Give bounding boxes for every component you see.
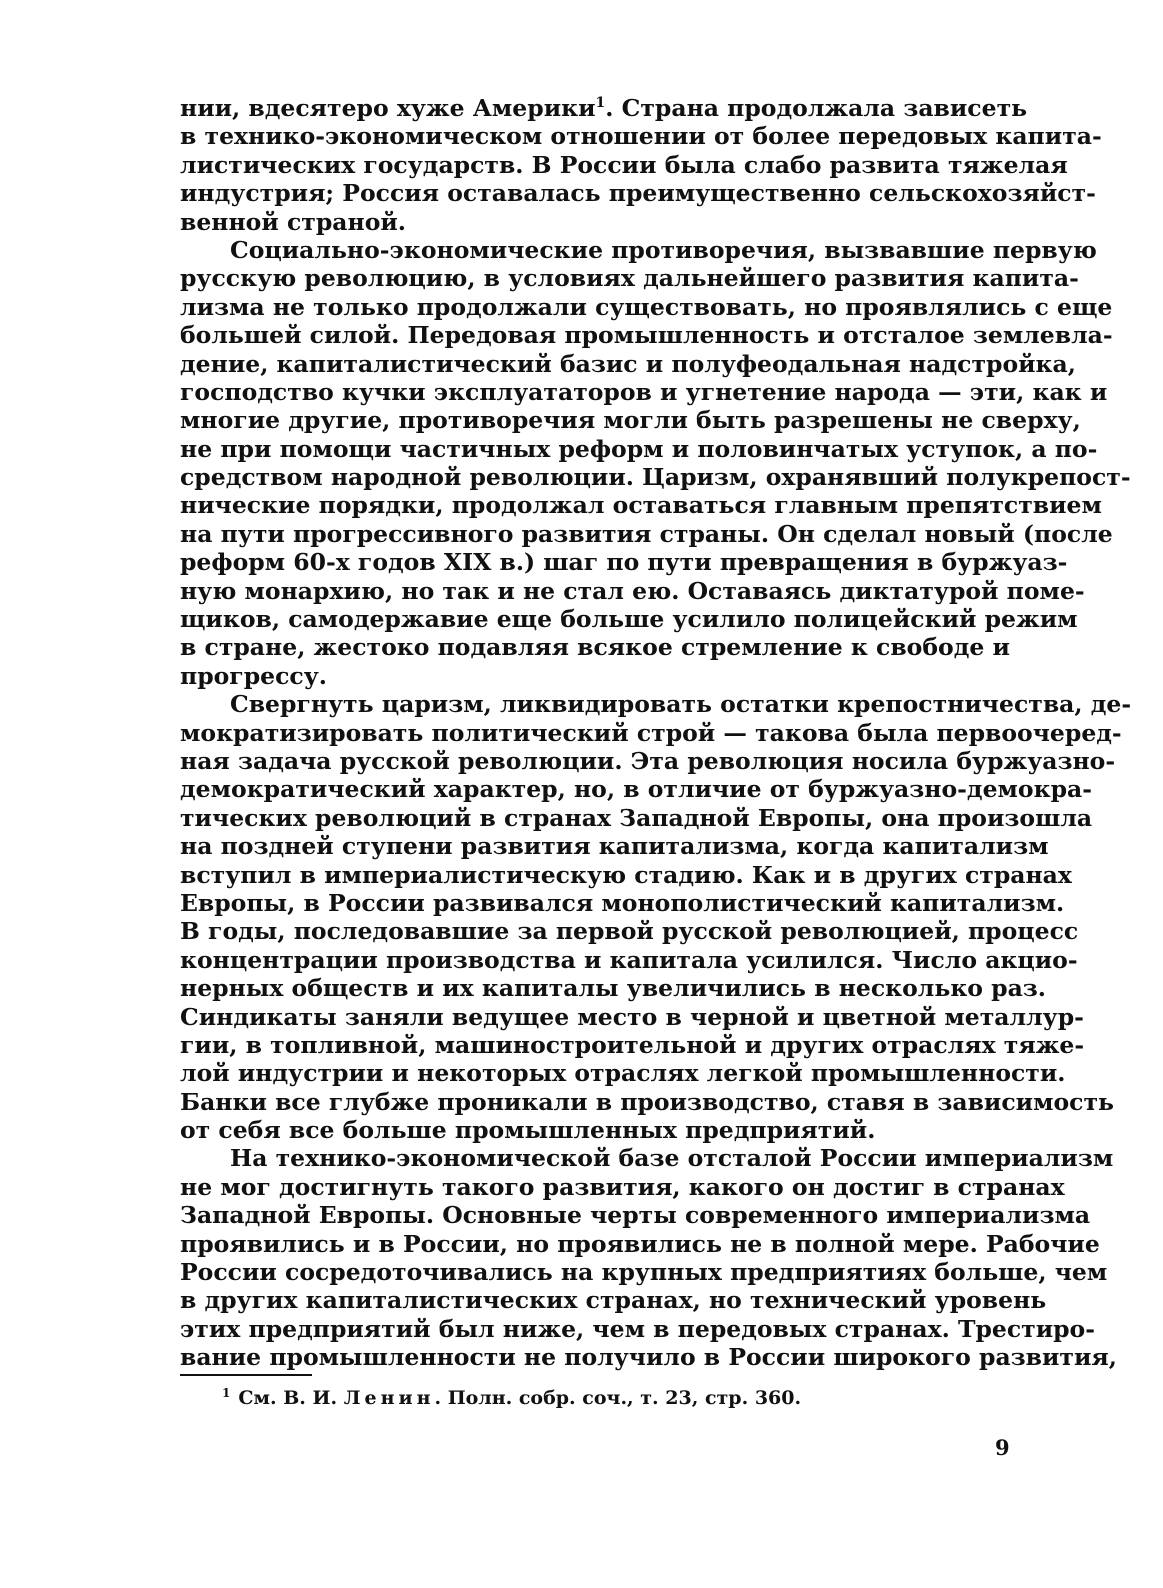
text-segment: многие другие, противоречия могли быть разрешены не сверху, xyxy=(180,406,1081,435)
text-line xyxy=(180,235,1097,264)
text-segment: Социально-экономические противоречия, вызвавшие первую xyxy=(230,235,1097,264)
text-line xyxy=(180,888,1065,917)
text-line xyxy=(180,1258,1108,1287)
text-line xyxy=(180,917,1079,946)
text-segment: ная задача русской революции. Эта революция носила буржуазно- xyxy=(180,746,1116,775)
text-line xyxy=(180,775,1092,804)
text-segment: русскую революцию, в условиях дальнейшего развития капита- xyxy=(180,264,1079,293)
paragraph xyxy=(180,94,1102,236)
text-line xyxy=(180,1172,1065,1201)
text-line xyxy=(180,605,1078,634)
text-line xyxy=(180,974,1046,1003)
text-line xyxy=(180,491,1102,520)
text-segment: господство кучки эксплуататоров и угнетение народа — эти, как и xyxy=(180,377,1108,406)
text-segment: мократизировать политический строй — такова была первоочеред- xyxy=(180,718,1122,747)
footnote-reference: 1 xyxy=(595,95,606,112)
text-segment: дение, капиталистический базис и полуфеодальная надстройка, xyxy=(180,349,1076,378)
paragraph xyxy=(180,690,1132,1145)
text-segment: средством народной революции. Царизм, охранявший полукрепост- xyxy=(180,463,1131,492)
text-line xyxy=(180,321,1113,350)
text-line xyxy=(180,1314,1095,1343)
text-segment: венной страной. xyxy=(180,207,406,236)
text-line xyxy=(180,349,1076,378)
text-segment: Европы, в России развивался монополистический капитализм. xyxy=(180,888,1065,917)
text-segment: Синдикаты заняли ведущее место в черной и цветной металлур- xyxy=(180,1002,1084,1031)
paragraph xyxy=(180,235,1131,690)
text-segment: гии, в топливной, машиностроительной и других отраслях тяже- xyxy=(180,1030,1085,1059)
page-number: 9 xyxy=(995,1435,1010,1460)
text-segment: тических революций в странах Западной Европы, она произошла xyxy=(180,803,1093,832)
text-segment: лой индустрии и некоторых отраслях легкой промышленности. xyxy=(180,1059,1066,1088)
text-line xyxy=(180,1229,1100,1258)
text-line xyxy=(180,832,1049,861)
footnote-suffix: . Полн. собр. соч., т. 23, стр. 360. xyxy=(434,1387,802,1409)
text-segment: реформ 60-х годов XIX в.) шаг по пути превращения в буржуаз- xyxy=(180,548,1068,577)
text-line xyxy=(180,1116,1008,1144)
text-line xyxy=(180,179,1096,208)
paragraph xyxy=(180,1144,1117,1372)
text-line xyxy=(180,718,1122,747)
text-segment: не мог достигнуть такого развития, какого он достиг в странах xyxy=(180,1172,1065,1201)
text-line xyxy=(180,377,1108,406)
text-segment: индустрия; Россия оставалась преимущественно сельскохозяйст- xyxy=(180,179,1096,208)
text-line xyxy=(180,860,1072,889)
text-line xyxy=(180,576,1085,605)
text-line xyxy=(180,662,1008,690)
text-segment: в технико-экономическом отношении от более передовых капита- xyxy=(180,122,1102,151)
text-line xyxy=(180,208,1008,236)
text-segment: демократический характер, но, в отличие от буржуазно-демокра- xyxy=(180,775,1092,804)
text-segment: нические порядки, продолжал оставаться главным препятствием xyxy=(180,491,1102,520)
text-segment: на поздней ступени развития капитализма, когда капитализм xyxy=(180,832,1049,861)
text-line xyxy=(180,150,1068,179)
text-segment: Свергнуть царизм, ликвидировать остатки крепостничества, де- xyxy=(230,690,1132,719)
footnote-marker: 1 xyxy=(222,1385,231,1400)
text-segment: На технико-экономической базе отсталой России империализм xyxy=(230,1144,1114,1173)
text-line xyxy=(180,94,1028,122)
text-line xyxy=(180,406,1081,435)
text-line xyxy=(180,1201,1091,1230)
text-segment: России сосредоточивались на крупных предприятиях больше, чем xyxy=(180,1258,1108,1287)
text-segment: вступил в империалистическую стадию. Как и в других странах xyxy=(180,860,1072,889)
main-text xyxy=(180,94,1132,1372)
text-line xyxy=(180,264,1079,293)
text-segment: от себя все больше промышленных предприятий. xyxy=(180,1116,876,1145)
text-line xyxy=(180,519,1113,548)
text-line xyxy=(180,803,1093,832)
text-segment: концентрации производства и капитала усилился. Число акцио- xyxy=(180,945,1078,974)
text-line xyxy=(180,1030,1085,1059)
text-line xyxy=(180,548,1068,577)
footnote-prefix: См. В. И. xyxy=(238,1387,344,1409)
text-line xyxy=(180,1343,1117,1372)
footnote-author: Ленин xyxy=(343,1387,435,1409)
text-segment: прогрессу. xyxy=(180,661,327,690)
text-segment: большей силой. Передовая промышленность и отсталое землевла- xyxy=(180,321,1113,350)
text-line xyxy=(180,434,1098,463)
text-segment: вание промышленности не получило в России широкого развития, xyxy=(180,1343,1117,1372)
text-segment: в других капиталистических странах, но технический уровень xyxy=(180,1286,1047,1315)
text-line xyxy=(180,463,1131,492)
text-line xyxy=(180,1144,1114,1173)
text-line xyxy=(180,1002,1084,1031)
text-line xyxy=(180,633,1008,661)
text-segment: нерных обществ и их капиталы увеличились в несколько раз. xyxy=(180,974,1046,1003)
text-line xyxy=(180,122,1102,151)
text-line xyxy=(180,746,1116,775)
text-line xyxy=(180,690,1132,719)
text-segment: на пути прогрессивного развития страны. Он сделал новый (после xyxy=(180,519,1113,548)
footnote-divider xyxy=(180,1374,312,1376)
text-segment: не при помощи частичных реформ и половинчатых уступок, а по- xyxy=(180,434,1098,463)
text-segment: листических государств. В России была слабо развита тяжелая xyxy=(180,150,1068,179)
text-segment: в стране, жестоко подавляя всякое стремление к свободе и xyxy=(180,633,1010,662)
text-line xyxy=(180,1087,1114,1116)
text-line xyxy=(180,945,1078,974)
text-segment: щиков, самодержавие еще больше усилило полицейский режим xyxy=(180,605,1078,634)
text-segment: проявились и в России, но проявились не в полной мере. Рабочие xyxy=(180,1229,1100,1258)
text-line xyxy=(180,1286,1047,1315)
footnote xyxy=(222,1386,801,1410)
text-segment: Банки все глубже проникали в производство, ставя в зависимость xyxy=(180,1087,1114,1116)
text-segment: В годы, последовавшие за первой русской революцией, процесс xyxy=(180,917,1079,946)
text-line xyxy=(180,292,1113,321)
text-segment: . Страна продолжала зависеть xyxy=(605,94,1028,122)
text-segment: Западной Европы. Основные черты современного империализма xyxy=(180,1201,1091,1230)
text-segment: этих предприятий был ниже, чем в передовых странах. Трестиро- xyxy=(180,1314,1095,1343)
text-segment: ную монархию, но так и не стал ею. Оставаясь диктатурой поме- xyxy=(180,576,1085,605)
text-segment: нии, вдесятеро хуже Америки xyxy=(180,94,596,122)
text-segment: лизма не только продолжали существовать, но проявлялись с еще xyxy=(180,292,1113,321)
text-line xyxy=(180,1059,1066,1088)
